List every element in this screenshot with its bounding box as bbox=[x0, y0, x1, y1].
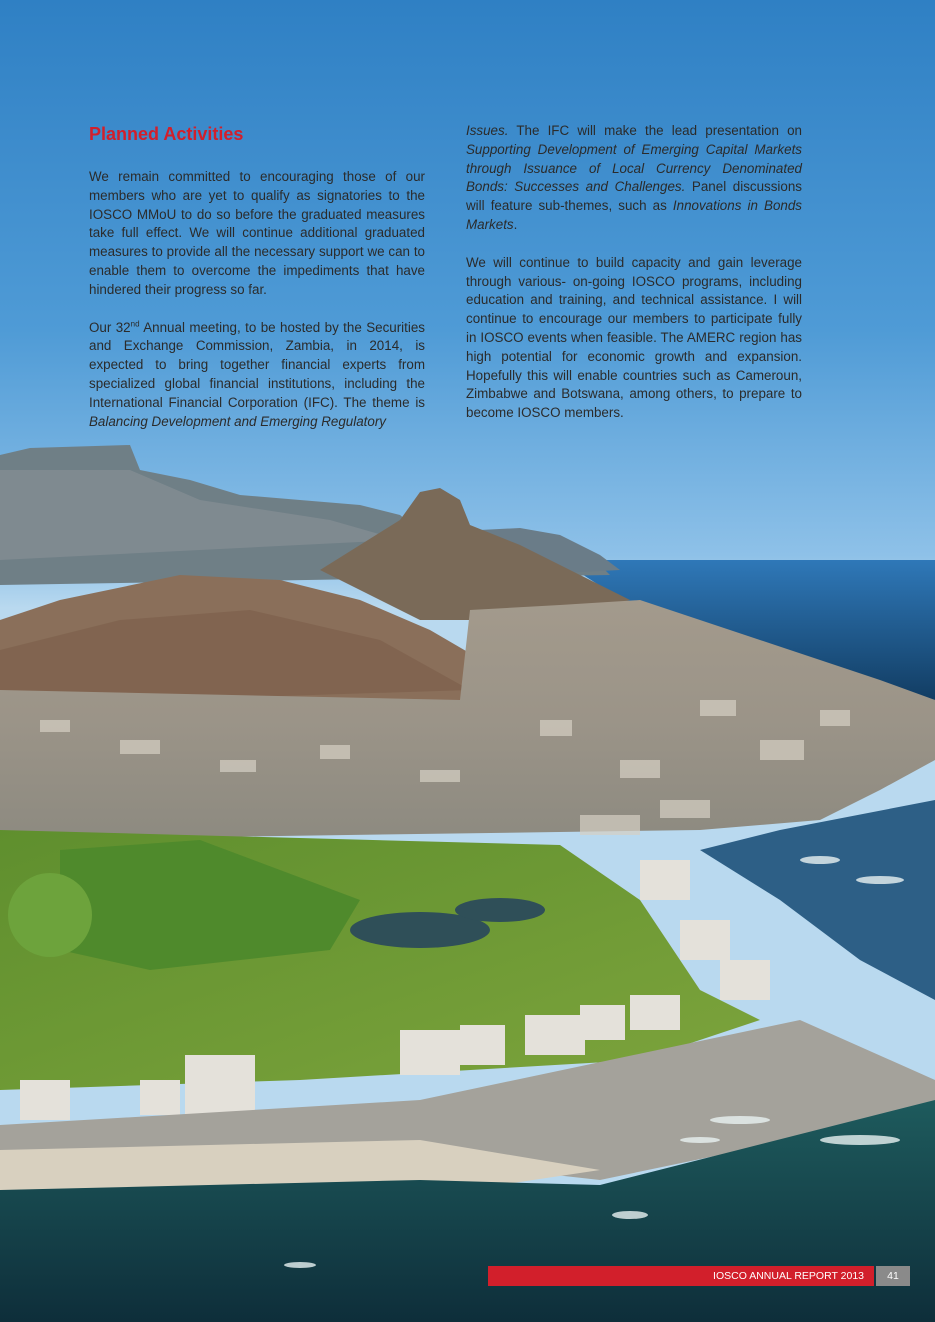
footer-report-title: IOSCO ANNUAL REPORT 2013 bbox=[488, 1266, 874, 1286]
sentence-end: . bbox=[513, 216, 518, 232]
meeting-theme-end: Issues. bbox=[466, 123, 509, 138]
annual-meeting-text-start: Our 32 bbox=[89, 319, 131, 335]
subtheme-title: Innovations in Bonds Markets bbox=[466, 198, 802, 232]
left-text-column bbox=[89, 122, 425, 450]
panel-discussion-text: Panel discussions will feature sub-themes, such as bbox=[466, 179, 803, 214]
page-number: 41 bbox=[876, 1266, 910, 1286]
meeting-theme-start: Balancing Development and Emerging Regulatory bbox=[89, 413, 387, 429]
annual-meeting-paragraph bbox=[89, 319, 425, 432]
capacity-building-paragraph: We will continue to build capacity and gain leverage through various- on-going IOSCO programs, including education and training, and technical assistance. I will continue to encourage our members to participate fully in IOSCO events when feasible. The AMERC region has high potential for economic growth and expansion. Hopefully this will enable countries such as Cameroun, Zimbabwe and Botswana, among others, to prepare to become IOSCO members. bbox=[466, 254, 802, 421]
mmou-commitment-paragraph: We remain committed to encouraging those of our members who are yet to qualify as signatories to the IOSCO MMoU to do so before the graduated measures take full effect. We will continue additional graduated measures to provide all the necessary support we can to enable them to overcome the impediments that have hindered their progress so far. bbox=[89, 169, 425, 297]
ifc-lead-text: The IFC will make the lead presentation on bbox=[508, 123, 802, 138]
right-text-column bbox=[466, 122, 802, 442]
ifc-presentation-paragraph bbox=[466, 122, 802, 235]
planned-activities-heading: Planned Activities bbox=[89, 124, 244, 144]
ordinal-suffix: nd bbox=[130, 319, 140, 329]
annual-meeting-text: Annual meeting, to be hosted by the Securities and Exchange Commission, Zambia, in 2014, is expected to bring together financial experts from specialized global financial institutions, including the International Financial Corporation (IFC). The theme is bbox=[89, 319, 425, 410]
presentation-title: Supporting Development of Emerging Capital Markets through Issuance of Local Currency Denominated Bonds: Successes and Challenges. bbox=[466, 141, 802, 195]
